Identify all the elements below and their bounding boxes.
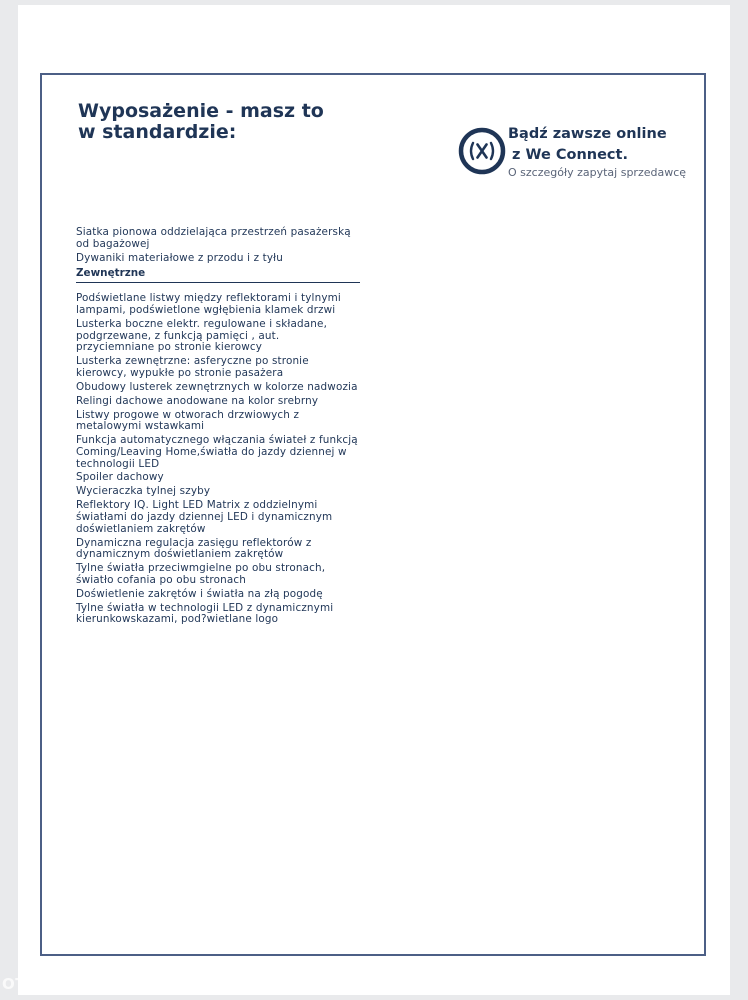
list-item: Funkcja automatycznego włączania świateł z funkcją Coming/Leaving Home,światła do jazdy dziennej w technologii LED xyxy=(76,434,358,470)
we-connect-icon xyxy=(456,125,508,177)
list-item: Siatka pionowa oddzielająca przestrzeń pasażerską od bagażowej xyxy=(76,226,351,250)
list-item: Tylne światła przeciwmgielne po obu stronach, światło cofania po obu stronach xyxy=(76,562,326,586)
list-item: Spoiler dachowy xyxy=(76,471,164,484)
list-item: Dywaniki materiałowe z przodu i z tyłu xyxy=(76,251,284,264)
list-item: Doświetlenie zakrętów i światła na złą pogodę xyxy=(76,587,323,600)
list-item: Obudowy lusterek zewnętrznych w kolorze nadwozia xyxy=(76,380,358,393)
list-item: Lusterka boczne elektr. regulowane i składane, podgrzewane, z funkcją pamięci , aut. przyciemniane po stronie kierowcy xyxy=(76,317,328,354)
list-item: Dynamiczna regulacja zasięgu reflektorów z dynamicznym doświetlaniem zakrętów xyxy=(76,536,312,561)
page-title: Wyposażenie - masz to w standardzie: xyxy=(78,100,324,143)
list-item: Lusterka zewnętrzne: asferyczne po stronie kierowcy, wypukłe po stronie pasażera xyxy=(76,355,309,379)
list-item: Reflektory IQ. Light LED Matrix z oddzielnymi światłami do jazdy dziennej LED i dynamicznym doświetlaniem zakrętów xyxy=(76,499,333,535)
watermark: OTOMOTO xyxy=(2,975,92,993)
we-connect-promo xyxy=(456,125,696,185)
list-item: Relingi dachowe anodowane na kolor srebrny xyxy=(76,394,319,407)
list-item: Listwy progowe w otworach drzwiowych z metalowymi wstawkami xyxy=(76,408,300,433)
list-item: Tylne światła w technologii LED z dynamicznymi kierunkowskazami, pod?wietlane logo xyxy=(76,601,334,626)
promo-headline-line1: Bądź zawsze online xyxy=(508,126,667,142)
promo-note: O szczegóły zapytaj sprzedawcę xyxy=(508,166,687,179)
list-item: Podświetlane listwy między reflektorami i tylnymi lampami, podświetlone wgłębienia klamek drzwi xyxy=(76,292,341,316)
list-item: Wycieraczka tylnej szyby xyxy=(76,485,211,498)
content-frame xyxy=(40,73,706,956)
equipment-list xyxy=(76,227,360,628)
section-heading-exterior: Zewnętrzne xyxy=(76,267,360,283)
promo-headline-line2: z We Connect. xyxy=(512,147,628,163)
